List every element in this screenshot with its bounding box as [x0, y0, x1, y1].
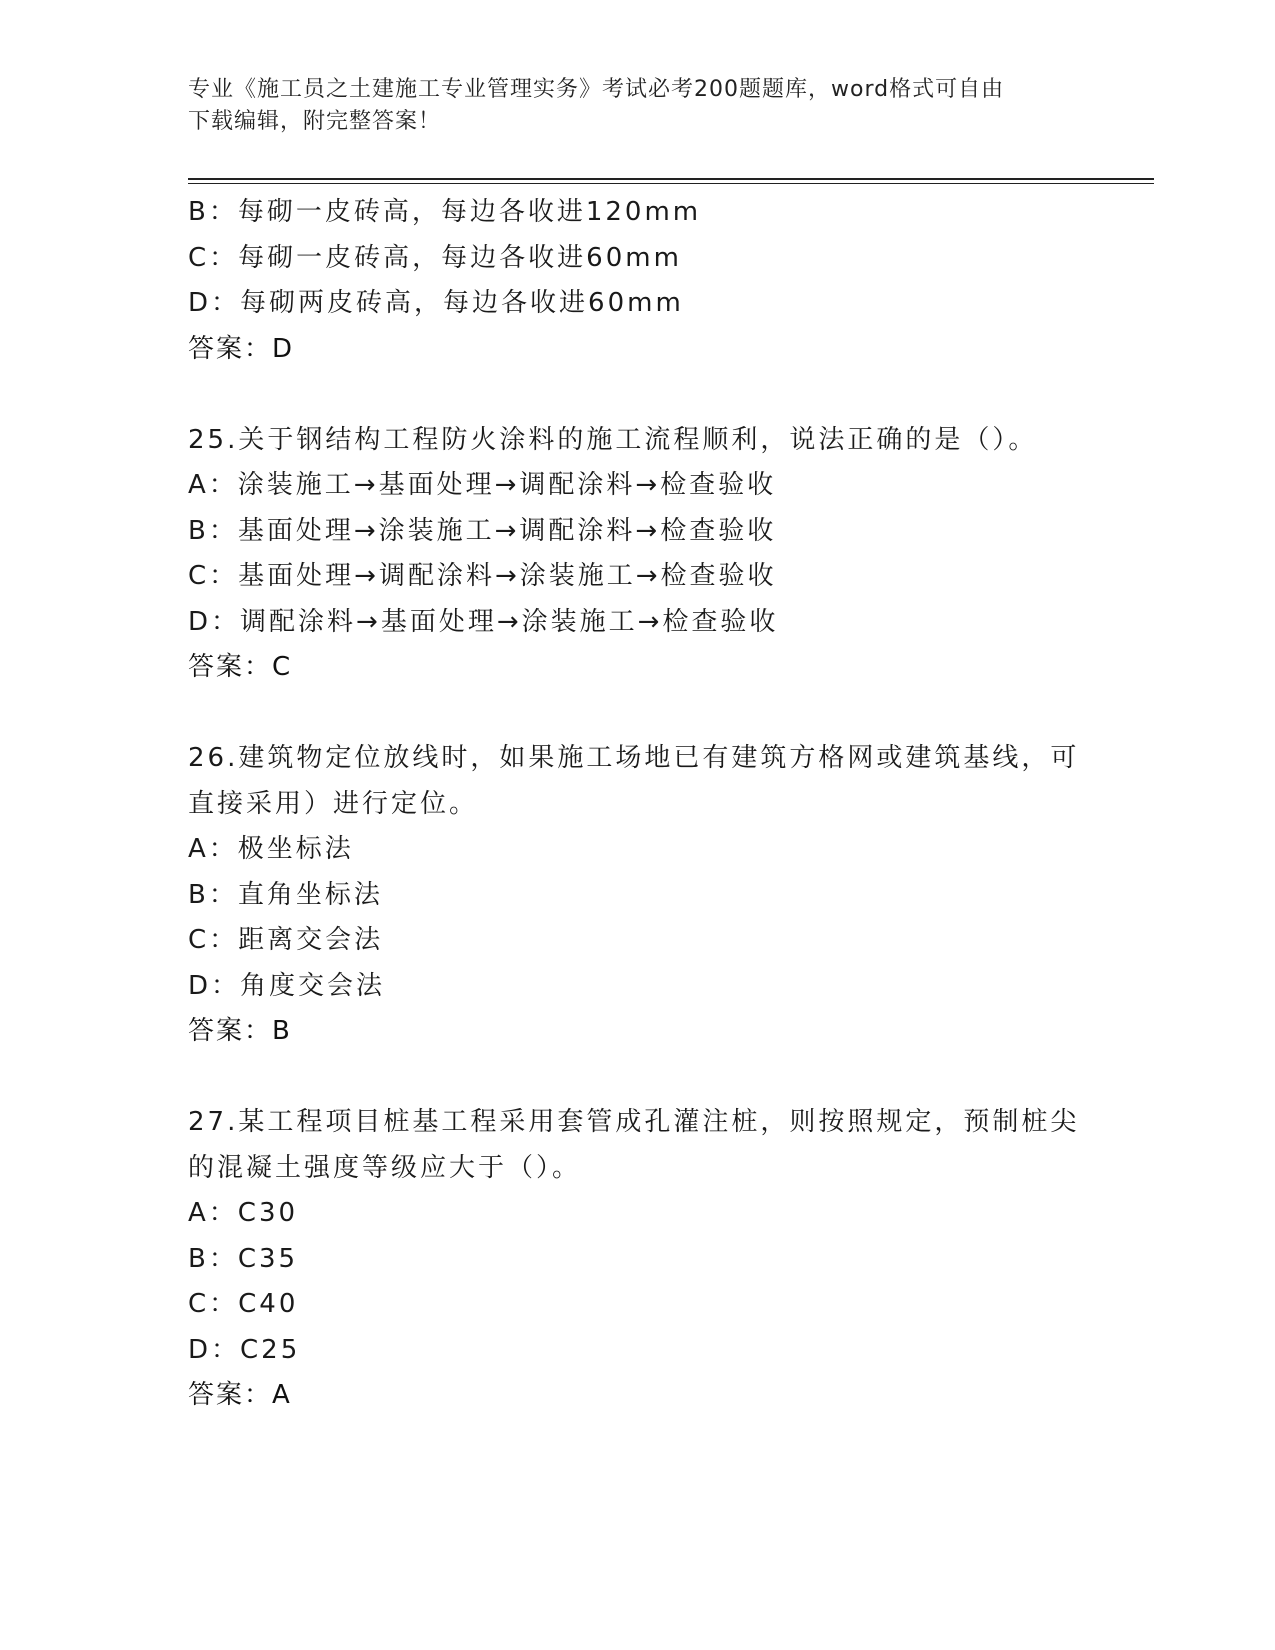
option-a [188, 1191, 1088, 1237]
option-key: B： [188, 1243, 238, 1274]
question-stem [188, 1100, 1088, 1146]
option-d [188, 600, 1088, 646]
option-text: 涂装施工→基面处理→调配涂料→检查验收 [237, 470, 777, 500]
option-key: D： [188, 606, 241, 637]
option-key: C： [188, 242, 239, 273]
header-rule-thin [188, 183, 1154, 184]
option-text: 角度交会法 [240, 970, 386, 1001]
question-number: 27. [188, 1107, 239, 1137]
question-stem-line-2: 的混凝土强度等级应大于（）。 [188, 1152, 582, 1183]
question-stem-line-2: 直接采用）进行定位。 [188, 788, 479, 819]
option-key: C： [188, 561, 239, 591]
answer-label: 答案： [188, 652, 273, 682]
option-a [188, 463, 1088, 509]
question-stem [188, 736, 1088, 782]
option-text: 极坐标法 [237, 834, 354, 864]
option-b [188, 509, 1088, 555]
option-b [188, 873, 1088, 919]
option-key: A： [188, 1198, 238, 1228]
option-text: C35 [237, 1243, 299, 1274]
continued-question [188, 190, 1088, 372]
spacer [188, 372, 1088, 418]
answer-value: C [272, 652, 293, 682]
question-25 [188, 418, 1088, 691]
header-line-1: 专业《施工员之土建施工专业管理实务》考试必考200题题库，word格式可自由 [188, 77, 1005, 102]
option-c [188, 1282, 1088, 1328]
question-stem [188, 418, 1088, 464]
answer-value: A [272, 1380, 292, 1410]
spacer [188, 691, 1088, 737]
option-d [188, 964, 1088, 1010]
option-text: C30 [237, 1198, 299, 1228]
question-number: 25. [188, 424, 239, 455]
answer-value: D [272, 333, 295, 364]
option-key: D： [188, 288, 241, 318]
option-key: B： [188, 515, 238, 546]
option-text: 每砌一皮砖高，每边各收进60mm [238, 242, 682, 273]
option-key: A： [188, 470, 238, 500]
option-d [188, 281, 1088, 327]
question-stem-continuation [188, 1146, 1088, 1192]
option-key: B： [188, 197, 238, 227]
question-stem-line-1: 建筑物定位放线时，如果施工场地已有建筑方格网或建筑基线，可 [238, 743, 1080, 773]
option-text: 直角坐标法 [237, 879, 383, 910]
answer-line [188, 1009, 1088, 1055]
answer-line [188, 645, 1088, 691]
option-text: 基面处理→涂装施工→调配涂料→检查验收 [237, 515, 777, 546]
option-text: C25 [240, 1334, 301, 1365]
question-list [188, 190, 1088, 1419]
answer-label: 答案： [188, 1016, 273, 1046]
option-b [188, 190, 1088, 236]
answer-value: B [272, 1016, 292, 1046]
answer-line [188, 1373, 1088, 1419]
question-stem-continuation [188, 782, 1088, 828]
document-header [188, 74, 1088, 138]
option-key: C： [188, 925, 239, 955]
option-text: C40 [238, 1289, 299, 1319]
spacer [188, 1055, 1088, 1101]
option-text: 每砌一皮砖高，每边各收进120mm [237, 197, 702, 227]
option-text: 距离交会法 [238, 925, 384, 955]
option-key: D： [188, 1334, 241, 1365]
question-26 [188, 736, 1088, 1055]
option-key: C： [188, 1289, 239, 1319]
option-text: 调配涂料→基面处理→涂装施工→检查验收 [240, 606, 779, 637]
question-stem-line-1: 关于钢结构工程防火涂料的施工流程顺利，说法正确的是（）。 [238, 424, 1038, 455]
option-key: B： [188, 879, 238, 910]
option-c [188, 918, 1088, 964]
option-a [188, 827, 1088, 873]
answer-line [188, 327, 1088, 373]
option-text: 每砌两皮砖高，每边各收进60mm [240, 288, 684, 318]
option-key: A： [188, 834, 238, 864]
question-number: 26. [188, 743, 239, 773]
option-key: D： [188, 970, 241, 1001]
answer-label: 答案： [188, 333, 273, 364]
option-b [188, 1237, 1088, 1283]
question-stem-line-1: 某工程项目桩基工程采用套管成孔灌注桩，则按照规定，预制桩尖 [238, 1107, 1080, 1137]
answer-label: 答案： [188, 1380, 273, 1410]
option-d [188, 1328, 1088, 1374]
question-27 [188, 1100, 1088, 1419]
option-c [188, 554, 1088, 600]
header-line-2: 下载编辑，附完整答案！ [188, 109, 442, 134]
option-c [188, 236, 1088, 282]
header-rule-thick [188, 178, 1154, 180]
option-text: 基面处理→调配涂料→涂装施工→检查验收 [238, 561, 777, 591]
